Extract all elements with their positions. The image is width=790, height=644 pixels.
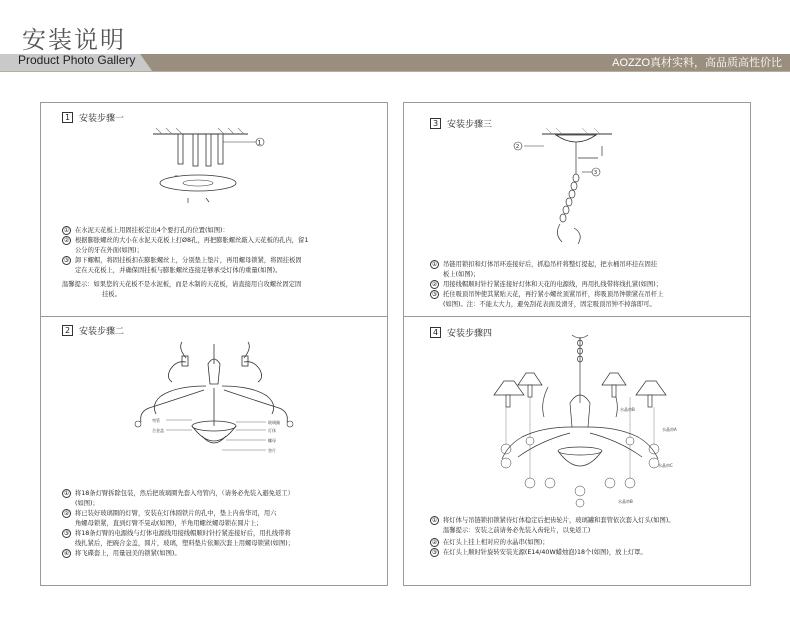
step2-note-3: 将18条灯臂的电源线与灯体电源线用接线帽顺时针拧紧连接好后，用扎线带将 <box>75 530 291 537</box>
step3-note-2: 用接线帽顺时针拧紧连接好灯体和天花的电源线，再用扎线带将线扎紧(如图)； <box>443 281 663 288</box>
svg-text:3: 3 <box>593 170 598 176</box>
step2-note-1: 将18条灯臂拆除包装，然后把玻璃圈先套入弯管内，（请务必先装入避免返工） <box>75 490 294 497</box>
banner-slogan: AOZZO真材实料，高品质高性价比 <box>612 57 782 69</box>
step1-tip: 温馨提示：如果您的天花板不是水泥板，而是木制的天花板，请直接用自攻螺丝固定固 <box>62 281 302 288</box>
right-divider <box>403 316 751 317</box>
step1-note-3b: 定在天花板上，并确保固挂板与膨胀螺丝连接足够承受灯体的重量(如图)。 <box>75 267 282 274</box>
step4-note-1b: 温馨提示：安装之前请务必先装入齿轮片，以免返工) <box>443 527 591 534</box>
circle-3-icon: ③ <box>431 549 438 556</box>
step3-note-3: 托住吸顶吊钟使其紧贴天花，再拧紧小螺丝顶紧吊杆，将吸顶吊钟锁紧在吊杆上 <box>443 291 664 298</box>
step1-title: 安装步骤一 <box>79 114 125 124</box>
circle-3-icon: ③ <box>63 257 70 264</box>
step1-note-2b: 公分的牙在外面(如图)； <box>75 247 143 254</box>
step3-title: 安装步骤三 <box>447 120 493 130</box>
step4-title: 安装步骤四 <box>447 329 493 339</box>
step1-note-2: 根据膨胀螺丝的大小在水泥天花板上打Ø8孔，再把膨胀螺丝敲入天花板的孔内，留1 <box>75 237 309 244</box>
ceiling-plate-diagram <box>148 128 278 218</box>
circle-1-icon: ① <box>63 227 70 234</box>
circle-4-icon: ④ <box>63 550 70 557</box>
step3-heading <box>430 117 492 130</box>
full-chandelier-diagram <box>490 333 700 513</box>
step2-notes <box>62 489 377 559</box>
svg-text:螺母: 螺母 <box>268 438 276 443</box>
step4-note-3: 在灯头上顺时针旋转安装光源(E14/40W蜡烛泡)18个(如图)，放上灯罩。 <box>443 549 647 556</box>
circle-1-icon: ① <box>431 261 438 268</box>
left-divider <box>40 316 388 317</box>
chandelier-arm-diagram <box>126 340 316 475</box>
banner-subtitle: Product Photo Gallery <box>18 53 136 67</box>
svg-text:垫片: 垫片 <box>268 448 276 453</box>
label-crystal-c: 水晶串C <box>658 463 673 468</box>
step2-note-4: 将飞碟套上，用量冠美的锁紧(如图)。 <box>75 550 181 557</box>
svg-text:1: 1 <box>257 139 262 147</box>
step3-note-3b: (如图)。注：不能太大力，避免刮花表面及滑牙，固定吸顶吊钟不掉落即可。 <box>443 301 656 308</box>
step3-number: 3 <box>430 118 441 129</box>
svg-text:弯管: 弯管 <box>152 418 160 423</box>
step3-note-1: 吊链用锁扣和灯体吊环连接好后，抓稳吊杆将整灯提起，把水桶吊环挂在固挂 <box>443 261 658 268</box>
circle-2-icon: ② <box>63 510 70 517</box>
circle-1-icon: ① <box>63 490 70 497</box>
page-title: 安装说明 <box>22 26 126 54</box>
circle-2-icon: ② <box>63 237 70 244</box>
circle-3-icon: ③ <box>63 530 70 537</box>
step2-note-3b: 线扎紧后，把碗合金盖，圆片，玻璃，塑料垫片依顺次套上用螺母锁紧(如图)； <box>75 540 295 547</box>
step2-heading <box>62 324 124 337</box>
label-crystal-a: 水晶串A <box>662 427 677 432</box>
circle-1-icon: ① <box>431 517 438 524</box>
step2-note-1b: (如图)； <box>75 500 99 507</box>
svg-text:2: 2 <box>515 144 520 150</box>
step4-note-2: 在灯头上挂上相对应的水晶串(如图)； <box>443 539 549 546</box>
step4-heading <box>430 326 492 339</box>
step1-note-1: 在水泥天花板上用固挂板定出4个要打孔的位置(如图)： <box>75 227 229 234</box>
svg-text:玻璃圈: 玻璃圈 <box>268 420 280 425</box>
step2-note-2b: 角螺母锁紧，直到灯臂不晃动(如图)，羊角用螺丝螺母锁在圆片上； <box>75 520 263 527</box>
step2-title: 安装步骤二 <box>79 327 125 337</box>
svg-text:合金盖: 合金盖 <box>152 428 164 433</box>
circle-2-icon: ② <box>431 539 438 546</box>
step1-heading <box>62 111 124 124</box>
step1-number: 1 <box>62 112 73 123</box>
step3-notes <box>430 260 740 310</box>
chain-hanging-diagram <box>512 128 622 248</box>
step4-notes <box>430 516 745 558</box>
step3-note-1b: 板上(如图)； <box>443 271 480 278</box>
step1-note-3: 卸下螺帽，将固挂板扣在膨胀螺丝上，分别垫上垫片，再用螺母锁紧，将固挂板固 <box>75 257 302 264</box>
step4-number: 4 <box>430 327 441 338</box>
circle-3-icon: ③ <box>431 291 438 298</box>
step2-note-2: 将已装好玻璃圈的灯臂，安装在灯体圆铁片的孔中，垫上内齿华司，用六 <box>75 510 277 517</box>
step4-note-1: 将灯体与吊链锁扣锁紧待灯体稳定后把齿轮片，玻璃罐和套管依次套入灯头(如图)。 <box>443 517 675 524</box>
circle-2-icon: ② <box>431 281 438 288</box>
step1-notes <box>62 226 372 300</box>
step2-number: 2 <box>62 325 73 336</box>
label-crystal-b: 水晶串B <box>620 407 635 412</box>
label-crystal-b2: 水晶串B <box>618 499 633 504</box>
svg-text:灯体: 灯体 <box>268 428 276 433</box>
header-banner <box>0 51 790 72</box>
step1-tip-b: 挂板。 <box>102 291 121 298</box>
